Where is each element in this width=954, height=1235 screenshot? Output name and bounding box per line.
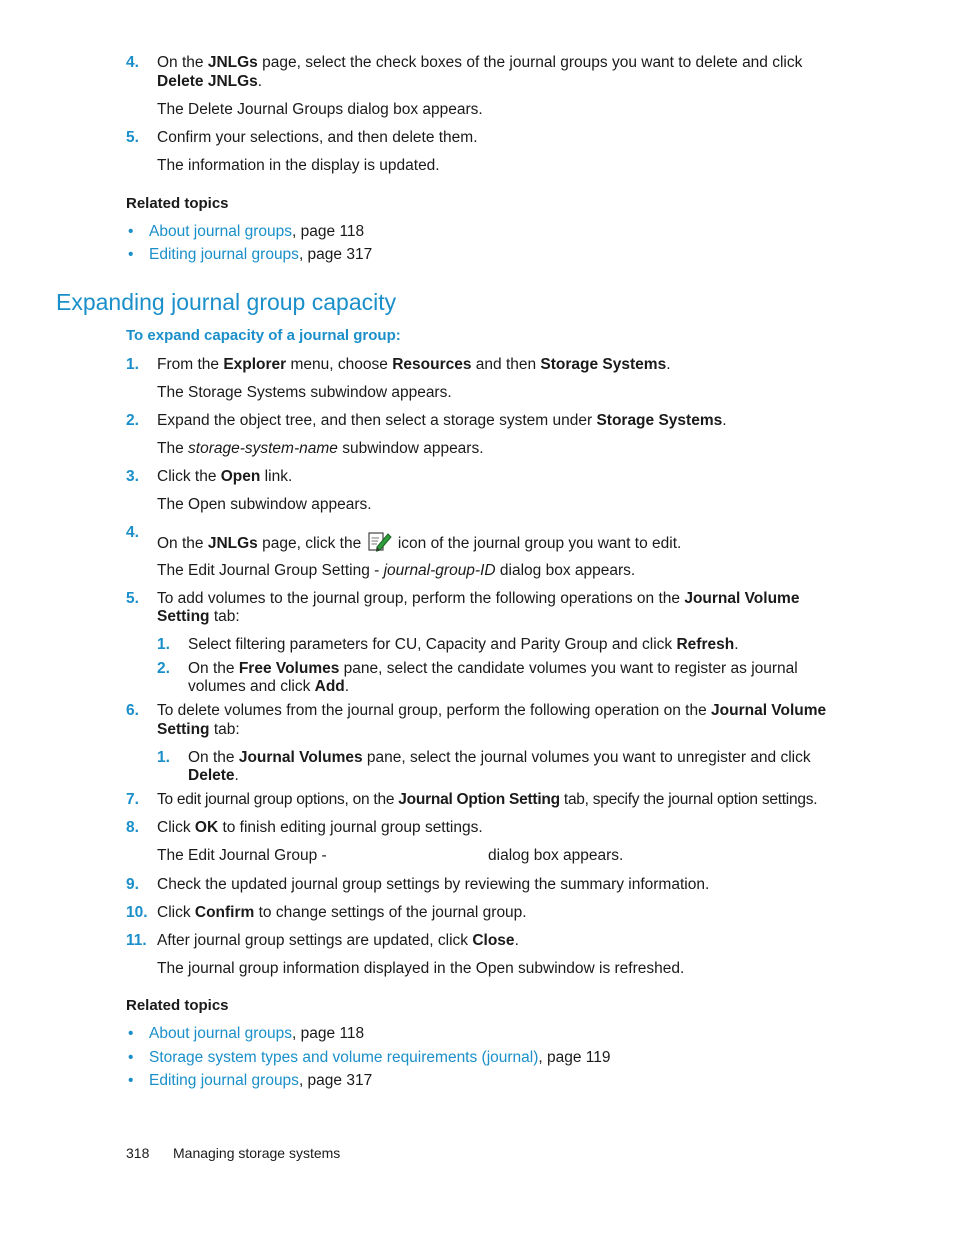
step-number: 2.	[126, 412, 139, 429]
related-link[interactable]: Editing journal groups	[149, 1072, 299, 1089]
step-number: 3.	[126, 468, 139, 485]
bullet: •	[128, 1072, 134, 1089]
step-text: Confirm your selections, and then delete them.	[157, 129, 478, 146]
step-result: The Delete Journal Groups dialog box appears.	[157, 101, 483, 118]
step-number: 6.	[126, 702, 139, 719]
related-topics-heading: Related topics	[126, 195, 229, 212]
step-text-continued: Setting tab:	[157, 608, 240, 625]
step-text: Click Confirm to change settings of the journal group.	[157, 904, 527, 921]
step-number: 7.	[126, 791, 139, 808]
step-number: 1.	[126, 356, 139, 373]
step-number: 5.	[126, 590, 139, 607]
chapter-title: Managing storage systems	[173, 1145, 341, 1161]
step-text: Check the updated journal group settings by reviewing the summary information.	[157, 876, 710, 893]
related-link[interactable]: About journal groups	[149, 223, 293, 240]
step-result: The information in the display is updated.	[157, 157, 440, 174]
section-title: Expanding journal group capacity	[56, 289, 397, 315]
substep-number: 2.	[157, 660, 170, 677]
step-text-continued: Delete JNLGs.	[157, 73, 263, 90]
related-topic-item: Storage system types and volume requirements (journal), page 119	[149, 1049, 611, 1066]
step-text: After journal group settings are updated, click Close.	[157, 932, 519, 949]
bullet: •	[128, 1049, 134, 1066]
substep-text-continued: Delete.	[188, 767, 239, 784]
related-link[interactable]: Storage system types and volume requirements (journal)	[149, 1049, 539, 1066]
step-result: The Open subwindow appears.	[157, 496, 372, 513]
procedure-title: To expand capacity of a journal group:	[126, 327, 401, 344]
related-link[interactable]: About journal groups	[149, 1025, 293, 1042]
step-number: 4.	[126, 524, 139, 541]
step-number: 4.	[126, 54, 139, 71]
page-number: 318	[126, 1145, 150, 1161]
substep-text: Select filtering parameters for CU, Capacity and Parity Group and click Refresh.	[188, 636, 739, 653]
step-text: Expand the object tree, and then select a storage system under Storage Systems.	[157, 412, 727, 429]
step-text: To add volumes to the journal group, perform the following operations on the Journal Volume	[157, 590, 800, 607]
step-number: 9.	[126, 876, 139, 893]
step-number: 10.	[126, 904, 148, 921]
step-text: From the Explorer menu, choose Resources and then Storage Systems.	[157, 356, 671, 373]
bullet: •	[128, 223, 134, 240]
substep-text: On the Journal Volumes pane, select the journal volumes you want to unregister and click	[188, 749, 811, 766]
step-text: To delete volumes from the journal group, perform the following operation on the Journal Volume	[157, 702, 827, 719]
step-text: To edit journal group options, on the Journal Option Setting tab, specify the journal option settings.	[157, 791, 818, 808]
related-topics-heading: Related topics	[126, 997, 229, 1014]
related-link[interactable]: Editing journal groups	[149, 246, 299, 263]
related-topic-item: Editing journal groups, page 317	[149, 246, 373, 263]
step-text: Click the Open link.	[157, 468, 293, 485]
step-text: Click OK to finish editing journal group settings.	[157, 819, 483, 836]
edit-pencil-icon	[368, 530, 392, 557]
step-text: On the JNLGs page, select the check boxes of the journal groups you want to delete and click	[157, 54, 803, 71]
related-topic-item: Editing journal groups, page 317	[149, 1072, 373, 1089]
substep-number: 1.	[157, 749, 170, 766]
step-result: The Edit Journal Group Setting - journal-group-ID dialog box appears.	[157, 562, 636, 579]
bullet: •	[128, 246, 134, 263]
step-result: The storage-system-name subwindow appears.	[157, 440, 484, 457]
step-number: 8.	[126, 819, 139, 836]
step-result: The Edit Journal Group - dialog box appears.	[157, 847, 624, 864]
related-topic-item: About journal groups, page 118	[149, 223, 365, 240]
related-topic-item: About journal groups, page 118	[149, 1025, 365, 1042]
bullet: •	[128, 1025, 134, 1042]
substep-text-continued: volumes and click Add.	[188, 678, 350, 695]
step-text-continued: Setting tab:	[157, 721, 240, 738]
step-result: The Storage Systems subwindow appears.	[157, 384, 452, 401]
step-number: 5.	[126, 129, 139, 146]
step-text: On the JNLGs page, click the icon of the journal group you want to edit.	[157, 530, 681, 557]
step-number: 11.	[126, 932, 147, 949]
step-result: The journal group information displayed in the Open subwindow is refreshed.	[157, 960, 685, 977]
substep-number: 1.	[157, 636, 170, 653]
substep-text: On the Free Volumes pane, select the candidate volumes you want to register as journal	[188, 660, 798, 677]
